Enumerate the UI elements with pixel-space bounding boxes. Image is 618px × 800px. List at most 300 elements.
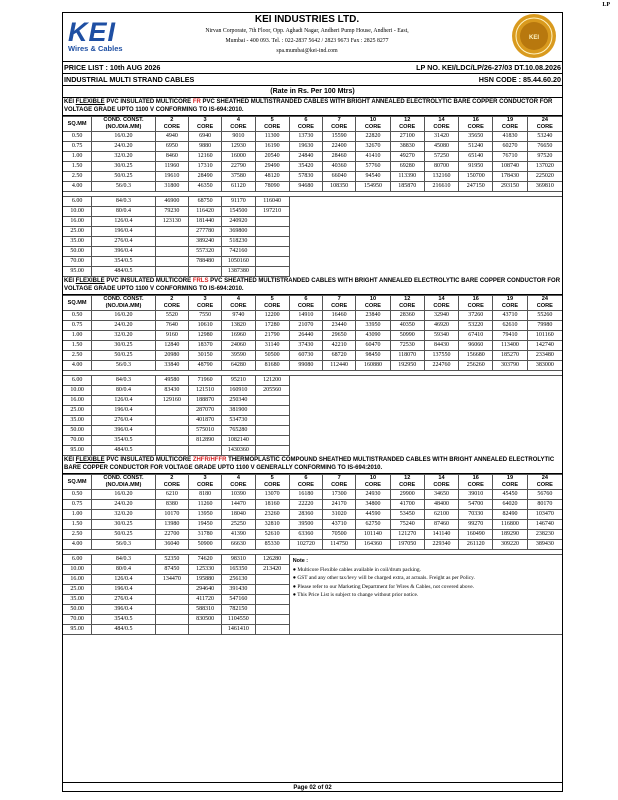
price-cell: 205560 [255, 386, 289, 396]
price-cell: 50/0.25 [92, 172, 156, 182]
price-cell: 84/0.3 [92, 197, 156, 207]
price-cell: 62750 [356, 520, 390, 530]
price-cell: 97520 [527, 152, 562, 162]
price-cell: 165350 [222, 565, 255, 575]
price-cell: 20980 [155, 351, 188, 361]
price-cell [188, 267, 221, 277]
price-cell: 11300 [255, 132, 289, 142]
price-cell: 154500 [222, 207, 255, 217]
price-cell: 396/0.4 [92, 247, 156, 257]
price-cell: 369810 [527, 182, 562, 192]
price-cell: 192950 [390, 361, 424, 371]
price-cell: 29490 [255, 162, 289, 172]
price-cell: 788480 [188, 257, 221, 267]
note-item: ● GST and any other tax/levy will be charged extra, at actuals. Freight as per Policy. [292, 575, 475, 582]
table-row [63, 182, 563, 192]
price-cell: 9010 [222, 132, 255, 142]
price-cell: 381900 [222, 406, 255, 416]
price-cell: 66630 [222, 540, 255, 550]
price-cell: 43710 [493, 311, 527, 321]
price-cell: 0.75 [63, 142, 92, 152]
price-cell: 293150 [493, 182, 527, 192]
price-cell: 256130 [222, 575, 255, 585]
price-table [62, 474, 563, 635]
price-cell: 53240 [527, 132, 562, 142]
logo-text: KEI [68, 17, 117, 47]
core-header: 12 CORE [390, 475, 424, 490]
price-cell: 812890 [188, 436, 221, 446]
table-row [63, 311, 563, 321]
price-cell: 1.50 [63, 341, 92, 351]
price-cell: 16/0.20 [92, 132, 156, 142]
sqmm-header: SQ.MM [63, 475, 92, 490]
price-cell: 160910 [222, 386, 255, 396]
price-cell: 25.00 [63, 585, 92, 595]
price-cell: 181440 [188, 217, 221, 227]
price-cell: 29900 [390, 490, 424, 500]
price-cell: 41390 [222, 530, 255, 540]
price-cell: 126/0.4 [92, 396, 156, 406]
price-cell: 68750 [188, 197, 221, 207]
price-cell: 10390 [222, 490, 255, 500]
category-title: INDUSTRIAL MULTI STRAND CABLES [64, 75, 195, 84]
price-cell: 121270 [390, 530, 424, 540]
price-cell: 1.00 [63, 331, 92, 341]
hsn-code: HSN CODE : 85.44.60.20 [478, 75, 561, 84]
price-cell [255, 575, 289, 585]
price-list-bar [62, 62, 563, 74]
price-cell: 68720 [323, 351, 356, 361]
price-cell [255, 625, 289, 635]
price-cell: 123130 [155, 217, 188, 227]
price-cell: 35.00 [63, 595, 92, 605]
price-cell: 50/0.25 [92, 351, 156, 361]
price-cell: 34650 [424, 490, 458, 500]
note-item: ● Please refer to our Marketing Department for Wires & Cables, not covered above. [292, 583, 475, 590]
price-cell: 45080 [424, 142, 458, 152]
price-cell: 150700 [459, 172, 493, 182]
price-cell: 48790 [188, 361, 221, 371]
price-cell: 4940 [155, 132, 188, 142]
price-cell: 233480 [527, 351, 562, 361]
header-row [63, 475, 563, 490]
price-cell: 8380 [155, 500, 188, 510]
price-cell: 70.00 [63, 436, 92, 446]
price-cell: 85330 [255, 540, 289, 550]
logo-subtitle: Wires & Cables [68, 44, 123, 53]
core-header: 10 CORE [356, 296, 390, 311]
price-cell: 11960 [155, 162, 188, 172]
core-header: 5 CORE [255, 296, 289, 311]
price-cell: 65140 [459, 152, 493, 162]
price-cell: 534730 [222, 416, 255, 426]
company-address-2: Mumbai - 400 093. Tel. : 022-2837 5642 / 2823 9673 Fax : 2825 8277 [225, 38, 389, 44]
core-header: 10 CORE [356, 117, 390, 132]
price-cell: 160880 [356, 361, 390, 371]
price-cell [255, 257, 289, 267]
price-cell: 126/0.4 [92, 575, 156, 585]
price-cell: 185870 [390, 182, 424, 192]
price-cell: 2.50 [63, 530, 92, 540]
price-cell: 84/0.3 [92, 376, 156, 386]
price-cell: 12930 [222, 142, 255, 152]
price-cell: 52610 [255, 530, 289, 540]
price-cell: 411720 [188, 595, 221, 605]
table-row [63, 341, 563, 351]
price-cell: 46920 [424, 321, 458, 331]
table-row [63, 197, 563, 207]
price-cell: 55260 [527, 311, 562, 321]
core-header: 14 CORE [424, 117, 458, 132]
price-cell: 13980 [155, 520, 188, 530]
company-address-1: Nirvan Corporate, 7th Floor, Opp. Aghadi Nagar, Andheri Pump House, Andheri - East, [205, 28, 409, 34]
price-cell [255, 247, 289, 257]
price-cell: 197210 [255, 207, 289, 217]
core-header: 7 CORE [323, 296, 356, 311]
price-cell: 196/0.4 [92, 227, 156, 237]
price-cell: 80/0.4 [92, 565, 156, 575]
bullet-icon: ● [292, 592, 298, 599]
price-cell: 178430 [493, 172, 527, 182]
price-list-page [62, 12, 563, 792]
price-cell: 67410 [459, 331, 493, 341]
price-cell: 742160 [222, 247, 255, 257]
price-cell: 35650 [459, 132, 493, 142]
price-cell [155, 426, 188, 436]
price-cell [155, 625, 188, 635]
price-cell: 27100 [390, 132, 424, 142]
price-cell: 49270 [390, 152, 424, 162]
core-header: 24 CORE [527, 296, 562, 311]
price-cell: 35420 [289, 162, 322, 172]
price-table [62, 295, 563, 456]
price-cell: 195880 [188, 575, 221, 585]
price-cell: 64020 [493, 500, 527, 510]
price-cell: 112440 [323, 361, 356, 371]
price-cell: 82490 [493, 510, 527, 520]
price-cell: 103470 [527, 510, 562, 520]
core-header: 7 CORE [323, 117, 356, 132]
price-cell: 50.00 [63, 605, 92, 615]
price-cell: 7550 [188, 311, 221, 321]
price-cell: 13730 [289, 132, 322, 142]
price-cell: 156680 [459, 351, 493, 361]
price-cell: 247150 [459, 182, 493, 192]
price-cell: 11260 [188, 500, 221, 510]
price-cell: 95.00 [63, 446, 92, 456]
price-cell: 24060 [222, 341, 255, 351]
blank-area [289, 376, 562, 456]
price-cell: 6210 [155, 490, 188, 500]
price-cell: 0.75 [63, 321, 92, 331]
price-cell: 22220 [289, 500, 322, 510]
price-cell: 94680 [289, 182, 322, 192]
price-cell [255, 267, 289, 277]
table-row [63, 500, 563, 510]
core-header: 16 CORE [459, 117, 493, 132]
price-cell: 74620 [188, 555, 221, 565]
price-cell: 62100 [424, 510, 458, 520]
price-cell: 547160 [222, 595, 255, 605]
price-cell: 70.00 [63, 257, 92, 267]
price-cell: 6.00 [63, 197, 92, 207]
price-cell [255, 227, 289, 237]
price-cell: 16/0.20 [92, 311, 156, 321]
price-cell [255, 217, 289, 227]
price-cell: 389240 [188, 237, 221, 247]
price-cell: 60270 [493, 142, 527, 152]
price-cell: 33950 [356, 321, 390, 331]
price-cell: 19450 [188, 520, 221, 530]
price-cell: 137550 [424, 351, 458, 361]
price-cell: 12160 [188, 152, 221, 162]
section-title: KEI FLEXIBLE PVC INSULATED MULTICORE ZHFR/HFFR THERMOPLASTIC COMPOUND SHEATHED MULTISTRANDED CABLES WITH BRIGHT ANNEALED ELECTROLYTIC BARE COPPER CONDUCTOR FOR VOLTAGE GRADE UPTO 1100 V GENERALLY CONFORMING TO IS-694:2010. [62, 456, 563, 474]
price-cell: 18160 [255, 500, 289, 510]
price-cell: 99270 [459, 520, 493, 530]
price-cell: 87450 [155, 565, 188, 575]
price-cell: 36040 [155, 540, 188, 550]
price-cell: 37580 [222, 172, 255, 182]
price-cell: 101160 [527, 331, 562, 341]
price-cell: 24/0.20 [92, 500, 156, 510]
table-row [63, 530, 563, 540]
price-cell: 396/0.4 [92, 426, 156, 436]
price-cell: 31420 [424, 132, 458, 142]
price-cell: 40350 [390, 321, 424, 331]
core-header: 12 CORE [390, 117, 424, 132]
price-cell: 41410 [356, 152, 390, 162]
price-cell: 76710 [493, 152, 527, 162]
price-cell [255, 416, 289, 426]
price-cell: 54700 [459, 500, 493, 510]
price-cell: 8180 [188, 490, 221, 500]
price-cell: 14470 [222, 500, 255, 510]
price-cell: 95.00 [63, 625, 92, 635]
price-cell: 31780 [188, 530, 221, 540]
table-row [63, 555, 563, 565]
price-cell: 121200 [255, 376, 289, 386]
price-cell: 369800 [222, 227, 255, 237]
price-cell: 391430 [222, 585, 255, 595]
price-cell: 25250 [222, 520, 255, 530]
price-cell: 40360 [323, 162, 356, 172]
price-cell: 484/0.5 [92, 267, 156, 277]
price-cell: 39500 [289, 520, 322, 530]
price-cell: 188870 [188, 396, 221, 406]
core-header: 3 CORE [188, 117, 221, 132]
price-cell: 224760 [424, 361, 458, 371]
price-cell: 24/0.20 [92, 142, 156, 152]
price-cell: 396/0.4 [92, 605, 156, 615]
price-cell: 287070 [188, 406, 221, 416]
price-cell: 69280 [390, 162, 424, 172]
price-cell: 9740 [222, 311, 255, 321]
price-list-date: PRICE LIST : 10th AUG 2026 [64, 63, 161, 72]
price-cell [155, 267, 188, 277]
core-header: 4 CORE [222, 296, 255, 311]
price-cell: 79980 [527, 321, 562, 331]
bullet-icon: ● [292, 583, 298, 590]
price-cell: 126/0.4 [92, 217, 156, 227]
price-cell: 31020 [323, 510, 356, 520]
price-cell: 56760 [527, 490, 562, 500]
table-row [63, 331, 563, 341]
letterhead [62, 12, 563, 62]
price-cell: 830500 [188, 615, 221, 625]
core-header: 19 CORE [493, 117, 527, 132]
price-cell: 95210 [222, 376, 255, 386]
page-footer: Page 02 of 02 [62, 782, 563, 792]
price-cell [155, 595, 188, 605]
price-cell [188, 625, 221, 635]
price-cell: 22400 [323, 142, 356, 152]
price-cell: 81680 [255, 361, 289, 371]
price-cell: 142740 [527, 341, 562, 351]
bullet-icon: ● [292, 566, 298, 573]
price-cell: 32/0.20 [92, 510, 156, 520]
price-cell: 1082140 [222, 436, 255, 446]
price-cell: 23840 [356, 311, 390, 321]
price-cell: 20540 [255, 152, 289, 162]
price-cell: 50/0.25 [92, 530, 156, 540]
price-cell: 50.00 [63, 426, 92, 436]
price-cell: 18370 [188, 341, 221, 351]
price-cell: 129160 [155, 396, 188, 406]
price-cell: 50.00 [63, 247, 92, 257]
price-cell: 782150 [222, 605, 255, 615]
price-cell: 1387380 [222, 267, 255, 277]
price-cell: 354/0.5 [92, 615, 156, 625]
price-cell: 1.50 [63, 162, 92, 172]
price-cell: 238230 [527, 530, 562, 540]
core-header: 2 CORE [155, 296, 188, 311]
price-cell: 16000 [222, 152, 255, 162]
price-cell: 63360 [289, 530, 322, 540]
price-cell: 28360 [390, 311, 424, 321]
core-header: 6 CORE [289, 296, 322, 311]
price-cell: 38830 [390, 142, 424, 152]
price-cell: 64280 [222, 361, 255, 371]
price-cell: 32/0.20 [92, 152, 156, 162]
price-cell: 62610 [493, 321, 527, 331]
core-header: 16 CORE [459, 475, 493, 490]
price-cell: 276/0.4 [92, 595, 156, 605]
price-cell: 17310 [188, 162, 221, 172]
price-cell: 389430 [527, 540, 562, 550]
price-cell: 19630 [289, 142, 322, 152]
price-cell: 16180 [289, 490, 322, 500]
price-cell: 91950 [459, 162, 493, 172]
conductor-header: COND. CONST. (NO./DIA.MM) [92, 117, 156, 132]
price-cell: 116040 [255, 197, 289, 207]
core-header: 3 CORE [188, 296, 221, 311]
core-header: 24 CORE [527, 475, 562, 490]
price-cell: 46350 [188, 182, 221, 192]
price-cell: 32940 [424, 311, 458, 321]
price-cell: 276/0.4 [92, 416, 156, 426]
price-cell: 12980 [188, 331, 221, 341]
price-cell: 25.00 [63, 406, 92, 416]
price-cell: 121510 [188, 386, 221, 396]
price-cell: 132160 [424, 172, 458, 182]
price-cell: 57760 [356, 162, 390, 172]
price-cell: 25.00 [63, 227, 92, 237]
core-header: 12 CORE [390, 296, 424, 311]
price-cell: 98450 [356, 351, 390, 361]
price-cell: 84430 [424, 341, 458, 351]
price-cell: 1.00 [63, 510, 92, 520]
price-cell: 6950 [155, 142, 188, 152]
core-header: 5 CORE [255, 475, 289, 490]
price-cell [155, 416, 188, 426]
price-cell: 164360 [356, 540, 390, 550]
core-header: 16 CORE [459, 296, 493, 311]
price-cell: 256260 [459, 361, 493, 371]
price-cell: 76650 [527, 142, 562, 152]
price-cell [155, 247, 188, 257]
price-cell [155, 227, 188, 237]
section-title: KEI FLEXIBLE PVC INSULATED MULTICORE FRLS PVC SHEATHED MULTISTRANDED CABLES WITH BRIGHT ANNEALED ELECTROLYTIC BARE COPPER CONDUCTOR FOR VOLTAGE GRADE UPTO 1100 V CONFORMING TO IS-694:2010. [62, 277, 563, 295]
price-cell: 28360 [289, 510, 322, 520]
price-cell: 70500 [323, 530, 356, 540]
price-cell: 146740 [527, 520, 562, 530]
price-cell: 114750 [323, 540, 356, 550]
kei-logo [68, 18, 152, 58]
price-cell: 8460 [155, 152, 188, 162]
price-cell [255, 605, 289, 615]
price-cell [255, 426, 289, 436]
price-cell: 37260 [459, 311, 493, 321]
price-cell: 51240 [459, 142, 493, 152]
core-header: 14 CORE [424, 475, 458, 490]
core-header: 6 CORE [289, 475, 322, 490]
price-cell: 102720 [289, 540, 322, 550]
price-cell: 37430 [289, 341, 322, 351]
price-cell: 34800 [356, 500, 390, 510]
price-cell: 197050 [390, 540, 424, 550]
price-cell: 46900 [155, 197, 188, 207]
price-cell: 1.00 [63, 152, 92, 162]
price-cell: 80170 [527, 500, 562, 510]
price-cell: 15590 [323, 132, 356, 142]
price-cell: 13820 [222, 321, 255, 331]
price-cell [188, 446, 221, 456]
price-cell: 24/0.20 [92, 321, 156, 331]
price-cell: 87460 [424, 520, 458, 530]
header-row [63, 296, 563, 311]
price-cell: 13950 [188, 510, 221, 520]
price-cell: 30/0.25 [92, 341, 156, 351]
core-header: 10 CORE [356, 475, 390, 490]
price-cell [155, 446, 188, 456]
price-cell: 1430360 [222, 446, 255, 456]
price-cell: 60730 [289, 351, 322, 361]
price-cell: 6.00 [63, 555, 92, 565]
price-cell: 101140 [356, 530, 390, 540]
price-cell: 196/0.4 [92, 406, 156, 416]
table-row [63, 321, 563, 331]
price-cell [255, 396, 289, 406]
price-cell: 44590 [356, 510, 390, 520]
core-header: 6 CORE [289, 117, 322, 132]
price-cell: 354/0.5 [92, 257, 156, 267]
price-cell: 196/0.4 [92, 585, 156, 595]
price-cell: 10.00 [63, 207, 92, 217]
price-cell: 78090 [255, 182, 289, 192]
price-cell: 33840 [155, 361, 188, 371]
price-cell: 28460 [323, 152, 356, 162]
core-header: 14 CORE [424, 296, 458, 311]
